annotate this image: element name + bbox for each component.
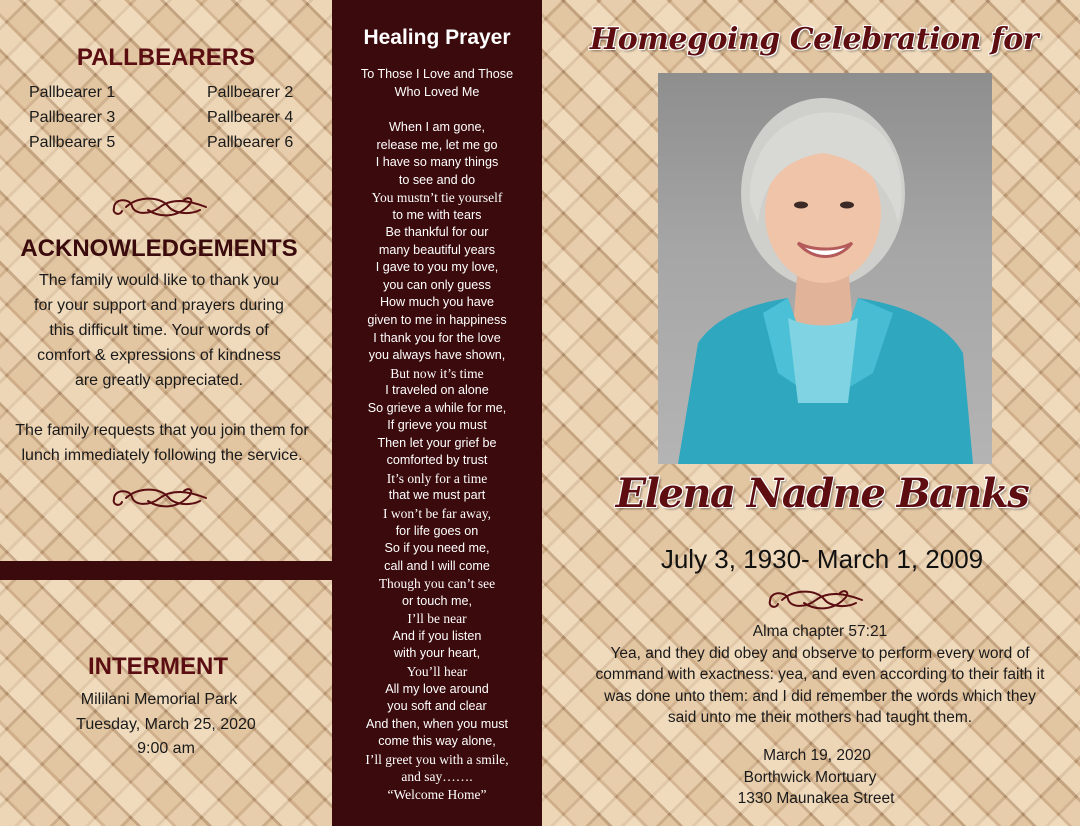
pallbearers-title: PALLBEARERS: [76, 44, 256, 71]
prayer-line: call and I will come: [384, 558, 490, 573]
acknowledgements-text: [0, 268, 318, 393]
request-line: lunch immediately following the service.: [21, 447, 303, 464]
ack-line: this difficult time. Your words of: [49, 322, 269, 339]
pallbearer-name: Pallbearer 3: [29, 109, 116, 126]
prayer-line: I traveled on alone: [385, 383, 489, 398]
service-date: March 19, 2020: [763, 747, 871, 764]
deceased-name: Elena Nadne Banks: [615, 470, 1029, 517]
prayer-line: and say…….: [401, 769, 473, 785]
prayer-line: It’s only for a time: [386, 470, 488, 486]
swirl-flourish-icon: [764, 583, 868, 617]
prayer-line: many beautiful years: [378, 242, 496, 257]
interment-details: [0, 688, 332, 762]
swirl-flourish-icon: [108, 190, 212, 224]
divider-band: [0, 561, 332, 580]
prayer-line: come this way alone,: [378, 734, 496, 749]
prayer-subtitle-line: Who Loved Me: [394, 84, 480, 99]
prayer-line: I have so many things: [375, 155, 499, 170]
interment-time: 9:00 am: [137, 740, 195, 757]
interment-title: INTERMENT: [88, 653, 228, 680]
prayer-line: I gave to you my love,: [375, 260, 499, 275]
scripture-line: was done unto them: and I did remember the words which they: [604, 687, 1036, 705]
prayer-line: How much you have: [379, 295, 495, 310]
prayer-line: All my love around: [385, 681, 489, 696]
service-details: [560, 745, 1080, 810]
scripture-block: [560, 621, 1080, 729]
lunch-request-text: [0, 418, 324, 468]
prayer-line: And then, when you must: [365, 716, 509, 731]
healing-prayer-panel: [332, 0, 542, 826]
interment-date: Tuesday, March 25, 2020: [76, 715, 256, 733]
prayer-line: I’ll greet you with a smile,: [365, 751, 509, 767]
portrait-figure-icon: [658, 73, 992, 464]
prayer-line: or touch me,: [402, 593, 472, 608]
request-line: The family requests that you join them for: [15, 422, 309, 439]
prayer-line: You mustn’t tie yourself: [371, 190, 503, 206]
pallbearer-name: Pallbearer 5: [29, 134, 116, 151]
prayer-line: I thank you for the love: [373, 330, 501, 345]
prayer-line: to see and do: [398, 172, 476, 187]
service-address: 1330 Maunakea Street: [737, 790, 895, 807]
prayer-line: When I am gone,: [389, 120, 485, 134]
pallbearer-name: Pallbearer 1: [29, 84, 116, 101]
swirl-flourish-icon: [108, 481, 212, 515]
prayer-poem: [332, 119, 542, 803]
prayer-line: Be thankful for our: [385, 225, 489, 240]
pallbearer-name: Pallbearer 2: [207, 84, 294, 101]
prayer-line: If grieve you must: [387, 418, 487, 433]
scripture-line: command with exactness: yea, and even according to their faith it: [595, 666, 1045, 683]
portrait-photo: [658, 73, 992, 464]
homegoing-heading: Homegoing Celebration for: [589, 22, 1039, 57]
prayer-line: with your heart,: [393, 646, 481, 661]
pallbearer-name: Pallbearer 6: [207, 134, 294, 151]
prayer-line: given to me in happiness: [367, 313, 507, 328]
scripture-line: said unto me their mothers had taught them.: [667, 709, 973, 726]
pallbearer-name: Pallbearer 4: [207, 109, 294, 126]
scripture-reference: Alma chapter 57:21: [752, 623, 888, 640]
life-dates: July 3, 1930- March 1, 2009: [660, 544, 984, 574]
prayer-line: release me, let me go: [376, 137, 498, 152]
prayer-line: to me with tears: [392, 207, 482, 222]
prayer-line: Though you can’t see: [378, 576, 496, 592]
ack-line: are greatly appreciated.: [74, 372, 244, 389]
prayer-line: you always have shown,: [368, 348, 506, 363]
prayer-subtitle-line: To Those I Love and Those: [360, 67, 514, 81]
prayer-line: I won’t be far away,: [383, 506, 491, 522]
scripture-line: Yea, and they did obey and observe to perform every word of: [610, 644, 1030, 662]
prayer-line: comforted by trust: [386, 453, 488, 468]
prayer-line: Then let your grief be: [377, 435, 497, 450]
prayer-line: for life goes on: [395, 523, 479, 538]
prayer-line: “Welcome Home”: [387, 786, 487, 802]
prayer-line: that we must part: [388, 488, 486, 503]
prayer-subtitle: [332, 66, 542, 101]
ack-line: for your support and prayers during: [34, 297, 284, 314]
prayer-line: So if you need me,: [384, 541, 490, 556]
prayer-title: Healing Prayer: [363, 26, 511, 49]
prayer-line: But now it’s time: [390, 365, 484, 381]
prayer-line: You’ll hear: [406, 663, 468, 679]
ack-line: The family would like to thank you: [38, 272, 280, 289]
service-venue: Borthwick Mortuary: [743, 768, 877, 786]
prayer-line: And if you listen: [392, 628, 482, 643]
prayer-line: I’ll be near: [407, 611, 467, 627]
prayer-line: you soft and clear: [387, 699, 487, 714]
acknowledgements-title: ACKNOWLEDGEMENTS: [20, 235, 298, 262]
interment-location: Mililani Memorial Park: [80, 691, 238, 708]
prayer-line: So grieve a while for me,: [367, 400, 507, 415]
ack-line: comfort & expressions of kindness: [37, 347, 281, 364]
prayer-line: you can only guess: [383, 277, 491, 292]
